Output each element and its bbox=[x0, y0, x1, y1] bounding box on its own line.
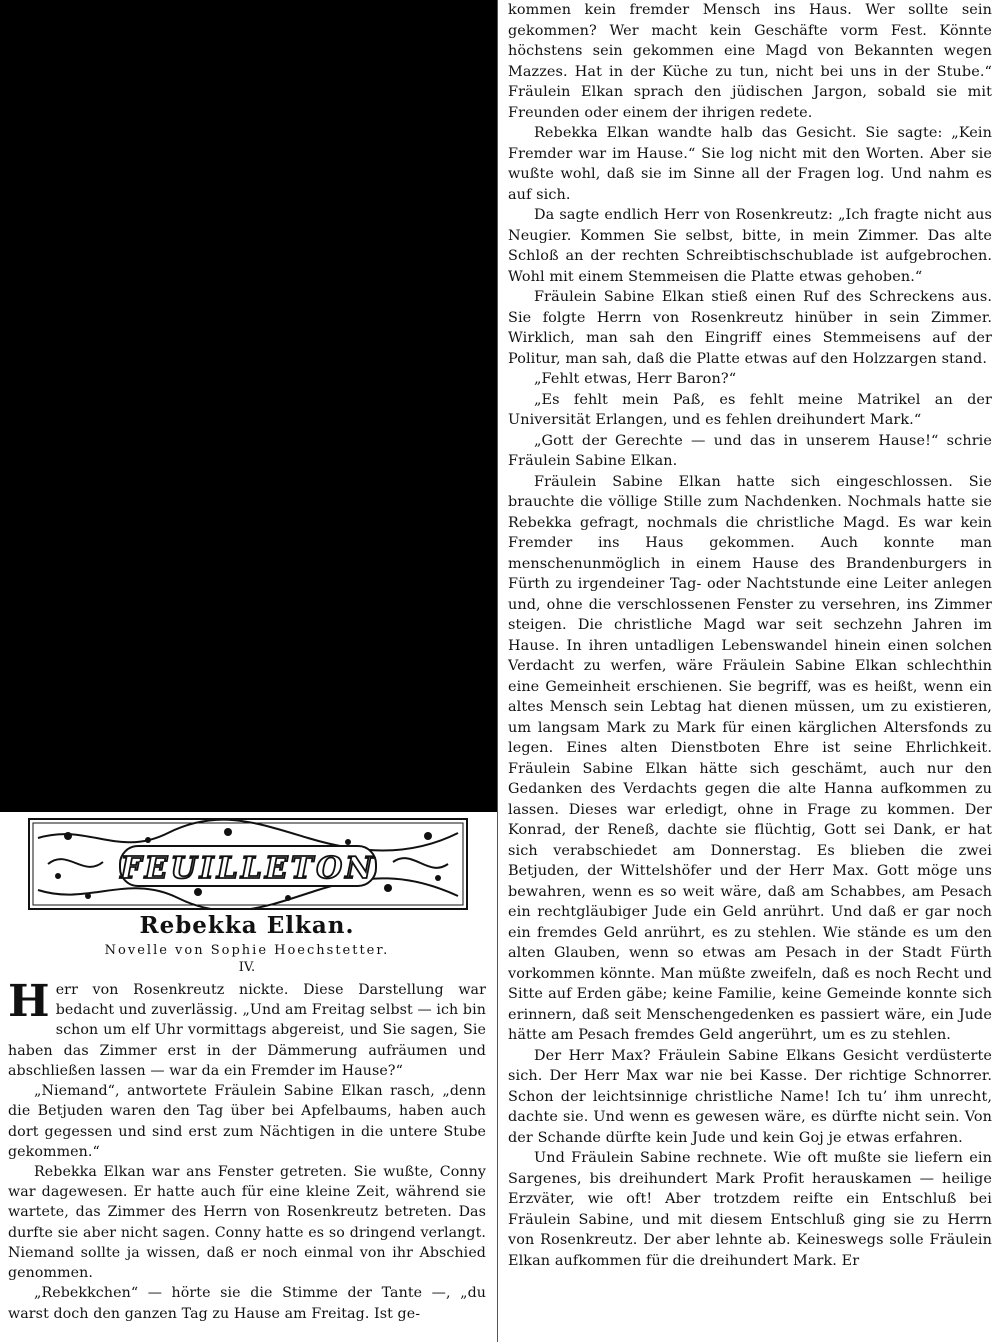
paragraph: „Gott der Gerechte — und das in unserem Hause!“ schrie Fräulein Sabine Elkan. bbox=[508, 432, 992, 469]
paragraph: „Niemand“, antwortete Fräulein Sabine Elkan rasch, „denn die Betjuden waren den Tag über bei Apfelbaums, haben auch dort gegessen und sind erst zum Nächtigen in die untere Stube gekommen.“ bbox=[8, 1083, 486, 1160]
paragraph: Fräulein Sabine Elkan stieß einen Ruf des Schreckens aus. Sie folgte Herrn von Rosenkreutz hinüber in sein Zimmer. Wirklich, man sah den Eingriff eines Stemmeisens auf der Politur, man sah, daß die Platte etwas auf den Holzzargen stand. bbox=[508, 289, 992, 367]
paragraph: Herr von Rosenkreutz nickte. Diese Darstellung war bedacht und zuverlässig. „Und am Freitag selbst — ich bin schon um elf Uhr vormittags abgereist, und Sie sagen, Sie haben das Zimmer erst in der Dämmerung aufräumen und abschließen lassen — war da ein Fremder im Hause?“ bbox=[8, 976, 486, 1079]
paragraph: kommen kein fremder Mensch ins Haus. Wer sollte sein gekommen? Wer macht kein Geschäfte vorm Fest. Könnte höchstens sein gekommen eine Magd von Bekannten wegen Mazzes. Hat in der Küche zu tun, nicht bei uns in der Stube.“ Fräulein Elkan sprach den jüdischen Jargon, sobald sie mit Freunden oder einem der ihrigen redete. bbox=[508, 2, 992, 121]
banner-text: FEUILLETON bbox=[120, 851, 376, 886]
left-column bbox=[8, 976, 486, 1324]
paragraph: Rebekka Elkan war ans Fenster getreten. Sie wußte, Conny war dagewesen. Er hatte auch für eine kleine Zeit, während sie wartete, das Zimmer des Herrn von Rosenkreutz betreten. Das durfte sie aber nicht sagen. Conny hatte es so dringend verlangt. Niemand sollte ja wissen, daß er noch einmal von ihr Abschied genommen. bbox=[8, 1163, 486, 1282]
paragraph: Rebekka Elkan wandte halb das Gesicht. Sie sagte: „Kein Fremder war im Hause.“ Sie log nicht mit den Worten. Aber sie wußte wohl, daß sie im Sinne all der Fragen log. Und nahm es auf sich. bbox=[508, 125, 992, 203]
feuilleton-banner bbox=[28, 818, 468, 910]
redacted-black-area bbox=[0, 0, 497, 812]
column-divider bbox=[497, 0, 498, 1342]
paragraph: Und Fräulein Sabine rechnete. Wie oft mußte sie liefern ein Sargenes, bis dreihundert Mark Profit herauskamen — heilige Erzväter, wie oft! Aber trotzdem reifte ein Entschluß bei Fräulein Sabine, und mit diesem Entschluß ging sie zu Herrn von Rosenkreutz. Der aber lehnte ab. Keineswegs solle Fräulein Elkan aufkommen für die dreihundert Mark. Er bbox=[508, 1150, 992, 1269]
paragraph: Da sagte endlich Herr von Rosenkreutz: „Ich fragte nicht aus Neugier. Kommen Sie selbst, bitte, in mein Zimmer. Das alte Schloß an der rechten Schreibtischschublade ist aufgebrochen. Wohl mit einem Stemmeisen die Platte etwas gehoben.“ bbox=[508, 207, 992, 285]
paragraph: „Es fehlt mein Paß, es fehlt meine Matrikel an der Universität Erlangen, und es fehlen dreihundert Mark.“ bbox=[508, 391, 992, 428]
chapter-number: IV. bbox=[238, 960, 256, 975]
article-title: Rebekka Elkan. bbox=[139, 912, 355, 939]
drop-cap: H bbox=[8, 976, 50, 1027]
paragraph: Der Herr Max? Fräulein Sabine Elkans Gesicht verdüsterte sich. Der Herr Max war nie bei Kasse. Der richtige Schnorrer. Schon der leichtsinnige christliche Name! Ich tu’ ihm unrecht, dachte sie. Und wenn es gewesen wäre, es dürfte nicht sein. Von der Schande dürfte kein Jude und kein Goj je etwas erfahren. bbox=[508, 1047, 992, 1146]
article-subtitle: Novelle von Sophie Hoechstetter. bbox=[104, 943, 390, 958]
right-column bbox=[508, 0, 992, 1271]
paragraph: „Rebekkchen“ — hörte sie die Stimme der Tante —, „du warst doch den ganzen Tag zu Hause am Freitag. Ist ge- bbox=[8, 1285, 486, 1322]
paragraph: Fräulein Sabine Elkan hatte sich eingeschlossen. Sie brauchte die völlige Stille zum Nachdenken. Nochmals hatte sie Rebekka gefragt, nochmals die christliche Magd. Es war kein Fremder ins Haus gekommen. Auch konnte man menschenunmöglich in einem Hause des Brandenburgers in Fürth zu irgendeiner Tag- oder Nachtstunde eine Leiter anlegen und, ohne die verschlossenen Fenster zu versehren, ins Zimmer steigen. Die christliche Magd war seit sechzehn Jahren im Hause. In ihren untadligen Lebenswandel hinein einen solchen Verdacht zu werfen, wäre Fräulein Sabine Elkan schlechthin eine Gemeinheit erschienen. Sie begriff, was es heißt, wenn ein altes Mensch sein Lebtag hat dienen müssen, um zu existieren, um langsam Mark zu Mark für einen kärglichen Altersfonds zu legen. Eines alten Dienstboten Ehre ist seine Ehrlichkeit. Fräulein Sabine Elkan hätte sich geschämt, auch nur den Gedanken des Verdachts gegen die alte Hanna aufkommen zu lassen. Dieses war erledigt, ohne in Frage zu kommen. Der Konrad, der Reneß, dachte sie flüchtig, Gott sei Dank, er hat sich verabschiedet am Donnerstag. Es blieben die zwei Betjuden, der Wittelshöfer und der Herr Max. Gott möge uns bewahren, wenn es so weit wäre, daß am Schabbes, am Pesach ein rechtgläubiger Jude ein Geld anrührt. Und daß er gar noch ein fremdes Geld anrührt, es zu stehlen. Wie stände es um den alten Glauben, wenn so etwas am Pesach in der Stadt Fürth vorkommen könnte. Man müßte zweifeln, daß es noch Recht und Sitte auf Erden gäbe; keine Familie, keine Gemeinde konnte sich erinnern, daß seit Menschengedenken es passiert wäre, ein Jude hätte am Pesach fremdes Geld angerührt, um es zu stehlen. bbox=[508, 473, 992, 1043]
paragraph: „Fehlt etwas, Herr Baron?“ bbox=[534, 371, 737, 387]
